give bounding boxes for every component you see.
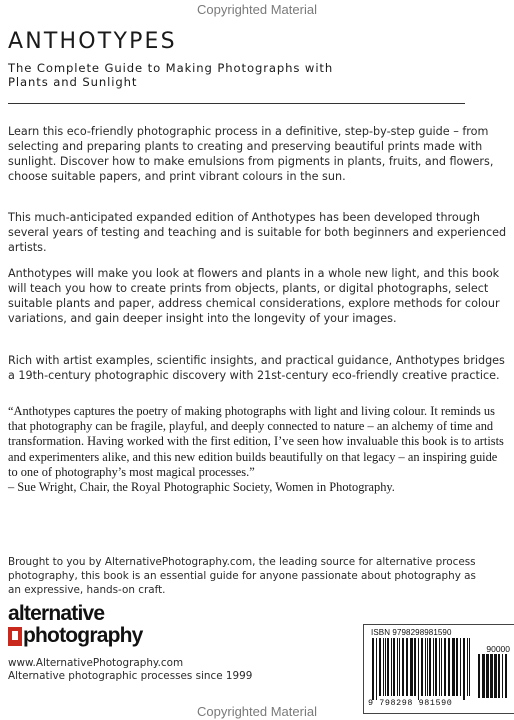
barcode-bars-icon — [372, 638, 472, 700]
alternative-photography-logo — [8, 603, 168, 649]
description-paragraph-1: Learn this eco-friendly photographic process in a definitive, step-by-step guide – from selecting and preparing plants to creating and preserving beautiful prints made with sunlight. Discover how to make emulsions from pigments in plants, fruits, and flowers, choose suitable papers, and print vibrant colours in the sun. — [8, 125, 494, 183]
barcode-price-code: 90000 — [486, 644, 510, 654]
isbn-barcode — [363, 624, 514, 714]
tagline: Alternative photographic processes since 1999 — [8, 670, 253, 682]
logo-text-line1: alternative — [8, 602, 105, 625]
description-paragraph-4: Rich with artist examples, scientific insights, and practical guidance, Anthotypes bridges a 19th-century photographic discovery with 21st-century eco-friendly creative practice. — [8, 354, 505, 382]
barcode-digits: 9 798298 981590 — [368, 698, 453, 708]
endorsement-quote — [8, 404, 508, 495]
copyright-watermark-top: Copyrighted Material — [197, 2, 317, 17]
book-subtitle: The Complete Guide to Making Photographs with Plants and Sunlight — [8, 61, 334, 89]
logo-text-line2: photography — [23, 624, 143, 647]
book-title: ANTHOTYPES — [8, 29, 177, 54]
description-paragraph-2: This much-anticipated expanded edition of Anthotypes has been developed through several years of testing and teaching and is suitable for both beginners and experienced artists. — [8, 211, 507, 254]
publisher-blurb: Brought to you by AlternativePhotography.com, the leading source for alternative process photography, this book is an essential guide for anyone passionate about photography as an expressive, hands-on craft. — [8, 556, 476, 596]
quote-attribution: – Sue Wright, Chair, the Royal Photographic Society, Women in Photography. — [8, 480, 395, 495]
website-url: www.AlternativePhotography.com — [8, 657, 184, 669]
logo-mark-icon — [8, 627, 22, 646]
isbn-label: ISBN 9798298981590 — [371, 628, 452, 637]
quote-body: “Anthotypes captures the poetry of making photographs with light and living colour. It reminds us that photography can be fragile, playful, and deeply connected to nature – an alchemy of time and transformation. Having worked with the first edition, I’ve seen how invaluable this book is to artists and experimenters alike, and this new edition builds beautifully on that legacy – an inspiring guide to one of photography’s most magical processes.” — [8, 404, 504, 479]
title-divider — [8, 103, 465, 104]
barcode-addon-bars-icon — [478, 654, 510, 702]
copyright-watermark-bottom: Copyrighted Material — [197, 704, 317, 719]
description-paragraph-3: Anthotypes will make you look at flowers and plants in a whole new light, and this book will teach you how to create prints from objects, plants, or digital photographs, select suitable plants and paper, address chemical considerations, explore methods for colour variations, and gain deeper insight into the longevity of your images. — [8, 267, 500, 325]
